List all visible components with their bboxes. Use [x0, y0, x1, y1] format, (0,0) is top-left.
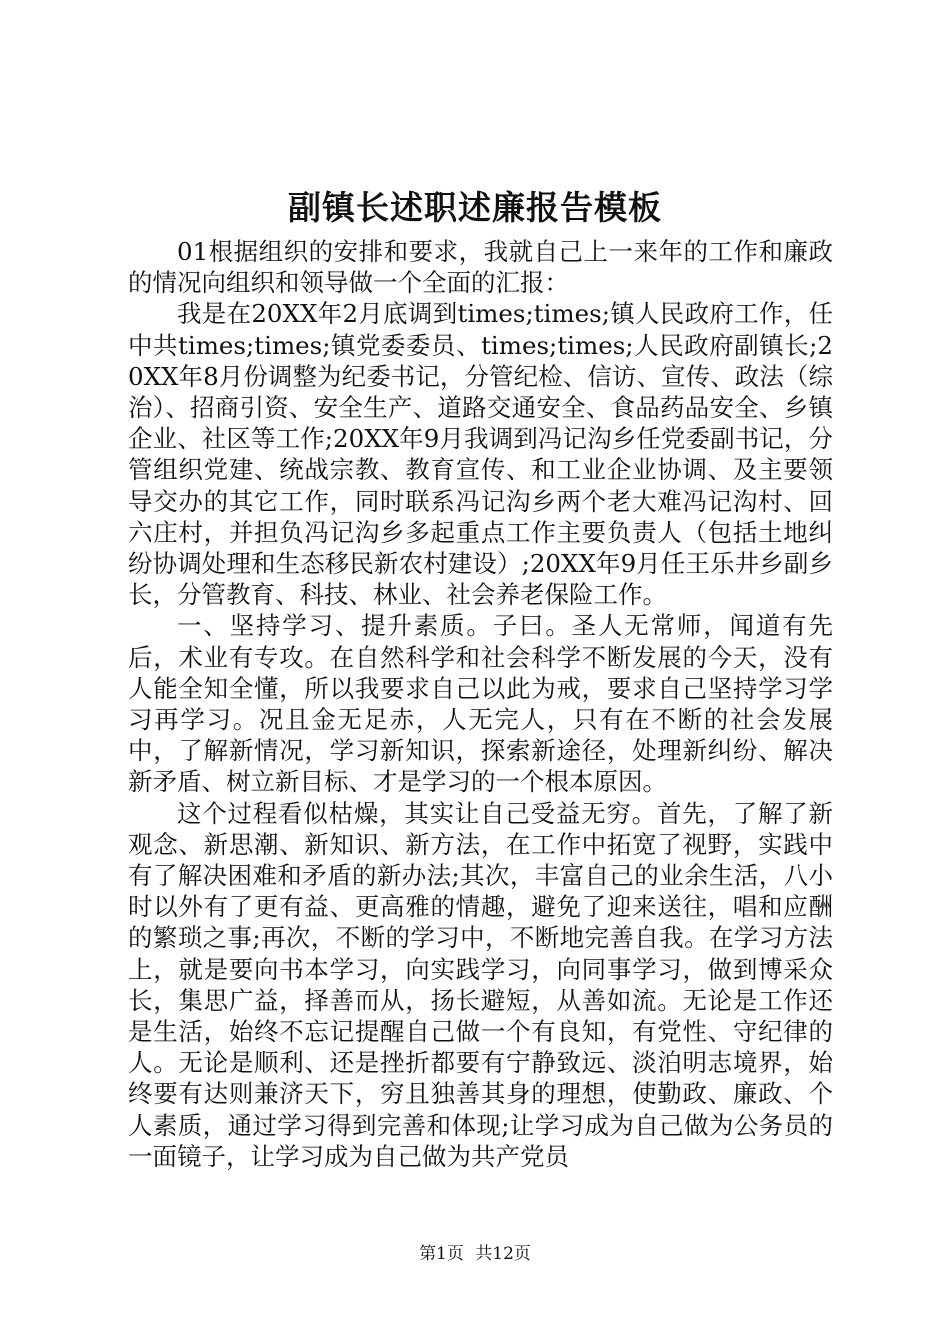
page-number: 第1页: [419, 1244, 464, 1264]
paragraph-intro: 01根据组织的安排和要求，我就自己上一来年的工作和廉政的情况向组织和领导做一个全面的汇报：: [128, 237, 833, 298]
document-body: [128, 236, 833, 1172]
paragraph-learning: 这个过程看似枯燥，其实让自己受益无穷。首先，了解了新观念、新思潮、新知识、新方法，在工作中拓宽了视野，实践中有了解决困难和矛盾的新办法;其次，丰富自己的业余生活，八小时以外有了更有益、更高雅的情趣，避免了迎来送往，唱和应酬的繁琐之事;再次，不断的学习中，不断地完善自我。在学习方法上，就是要向书本学习，向实践学习，向同事学习，做到博采众长，集思广益，择善而从，扬长避短，从善如流。无论是工作还是生活，始终不忘记提醒自己做一个有良知，有党性、守纪律的人。无论是顺利、还是挫折都要有宁静致远、淡泊明志境界，始终要有达则兼济天下，穷且独善其身的理想，使勤政、廉政、个人素质，通过学习得到完善和体现;让学习成为自己做为公务员的一面镜子，让学习成为自己做为共产党员: [128, 798, 833, 1171]
paragraph-career: 我是在20XX年2月底调到times;times;镇人民政府工作，任中共times;times;镇党委委员、times;times;人民政府副镇长;20XX年8月份调整为纪委书记，分管纪检、信访、宣传、政法（综治）、招商引资、安全生产、道路交通安全、食品药品安全、乡镇企业、社区等工作;20XX年9月我调到冯记沟乡任党委副书记，分管组织党建、统战宗教、教育宣传、和工业企业协调、及主要领导交办的其它工作，同时联系冯记沟乡两个老大难冯记沟村、回六庄村，并担负冯记沟乡多起重点工作主要负责人（包括土地纠纷协调处理和生态移民新农村建设）;20XX年9月任王乐井乡副乡长，分管教育、科技、林业、社会养老保险工作。: [128, 299, 833, 610]
page-total: 共12页: [475, 1244, 531, 1264]
page-footer: [0, 1243, 950, 1265]
document-title: 副镇长述职述廉报告模板: [288, 188, 662, 227]
paragraph-section-one: 一、坚持学习、提升素质。子曰。圣人无常师，闻道有先后，术业有专攻。在自然科学和社会科学不断发展的今天，没有人能全知全懂，所以我要求自己以此为戒，要求自己坚持学习学习再学习。况且金无足赤，人无完人，只有在不断的社会发展中，了解新情况，学习新知识，探索新途径，处理新纠纷、解决新矛盾、树立新目标、才是学习的一个根本原因。: [128, 611, 833, 797]
